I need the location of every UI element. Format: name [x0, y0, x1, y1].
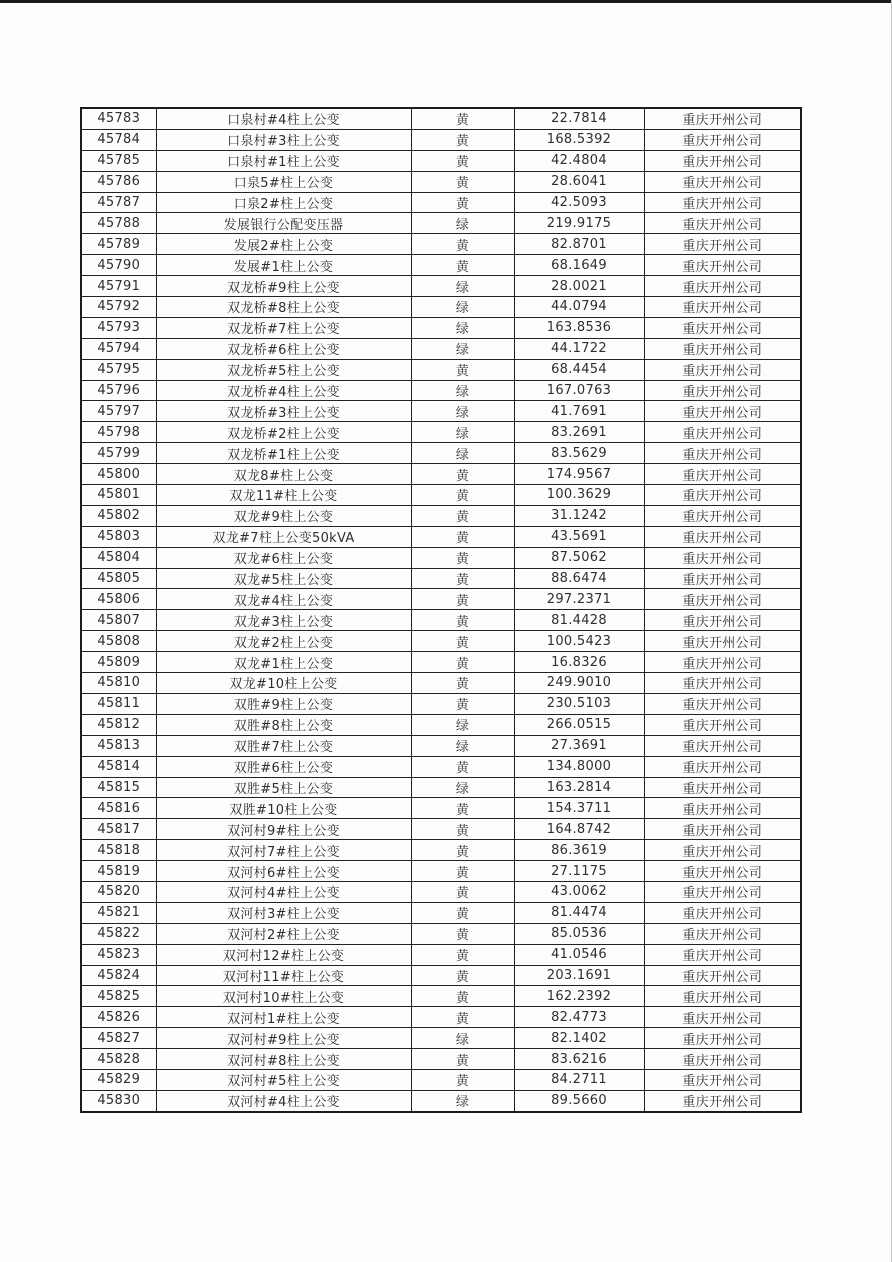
cell-company: 重庆开州公司: [644, 861, 801, 882]
cell-status: 黄: [411, 505, 514, 526]
cell-name: 双龙#4柱上公变: [156, 589, 411, 610]
cell-id: 45830: [81, 1090, 156, 1111]
table-row: [81, 505, 801, 526]
cell-company: 重庆开州公司: [644, 1007, 801, 1028]
cell-name: 双龙#3柱上公变: [156, 610, 411, 631]
table-row: [81, 923, 801, 944]
cell-status: 黄: [411, 693, 514, 714]
table-row: [81, 547, 801, 568]
cell-value: 164.8742: [514, 819, 644, 840]
cell-status: 黄: [411, 1007, 514, 1028]
cell-value: 297.2371: [514, 589, 644, 610]
cell-value: 42.4804: [514, 150, 644, 171]
cell-id: 45789: [81, 234, 156, 255]
cell-status: 黄: [411, 840, 514, 861]
cell-company: 重庆开州公司: [644, 359, 801, 380]
cell-value: 82.8701: [514, 234, 644, 255]
cell-value: 42.5093: [514, 192, 644, 213]
table-row: [81, 693, 801, 714]
table-row: [81, 255, 801, 276]
table-row: [81, 422, 801, 443]
cell-id: 45792: [81, 297, 156, 318]
table-row: [81, 589, 801, 610]
cell-company: 重庆开州公司: [644, 777, 801, 798]
table-row: [81, 464, 801, 485]
cell-value: 84.2711: [514, 1069, 644, 1090]
cell-value: 41.0546: [514, 944, 644, 965]
cell-id: 45805: [81, 568, 156, 589]
cell-name: 双龙#6柱上公变: [156, 547, 411, 568]
cell-id: 45811: [81, 693, 156, 714]
cell-name: 双河村#4柱上公变: [156, 1090, 411, 1111]
cell-name: 双龙#1柱上公变: [156, 652, 411, 673]
cell-value: 163.8536: [514, 317, 644, 338]
cell-id: 45785: [81, 150, 156, 171]
cell-name: 双河村6#柱上公变: [156, 861, 411, 882]
cell-value: 22.7814: [514, 108, 644, 129]
table-row: [81, 129, 801, 150]
cell-status: 黄: [411, 673, 514, 694]
table-row: [81, 234, 801, 255]
table-row: [81, 902, 801, 923]
cell-value: 168.5392: [514, 129, 644, 150]
cell-id: 45786: [81, 171, 156, 192]
cell-name: 双龙#9柱上公变: [156, 505, 411, 526]
cell-company: 重庆开州公司: [644, 213, 801, 234]
cell-status: 绿: [411, 1028, 514, 1049]
table-row: [81, 840, 801, 861]
cell-status: 黄: [411, 1049, 514, 1070]
cell-value: 28.6041: [514, 171, 644, 192]
cell-id: 45824: [81, 965, 156, 986]
cell-value: 83.2691: [514, 422, 644, 443]
cell-company: 重庆开州公司: [644, 338, 801, 359]
cell-id: 45801: [81, 485, 156, 506]
cell-id: 45802: [81, 505, 156, 526]
cell-company: 重庆开州公司: [644, 673, 801, 694]
cell-value: 82.1402: [514, 1028, 644, 1049]
table-row: [81, 798, 801, 819]
table-row: [81, 1028, 801, 1049]
cell-company: 重庆开州公司: [644, 568, 801, 589]
cell-name: 双胜#6柱上公变: [156, 756, 411, 777]
cell-name: 双河村11#柱上公变: [156, 965, 411, 986]
cell-id: 45818: [81, 840, 156, 861]
cell-company: 重庆开州公司: [644, 108, 801, 129]
cell-name: 双龙#2柱上公变: [156, 631, 411, 652]
cell-company: 重庆开州公司: [644, 631, 801, 652]
cell-value: 68.1649: [514, 255, 644, 276]
cell-company: 重庆开州公司: [644, 422, 801, 443]
cell-company: 重庆开州公司: [644, 965, 801, 986]
table-row: [81, 485, 801, 506]
cell-name: 双河村7#柱上公变: [156, 840, 411, 861]
table-row: [81, 965, 801, 986]
cell-company: 重庆开州公司: [644, 798, 801, 819]
cell-id: 45795: [81, 359, 156, 380]
cell-id: 45791: [81, 276, 156, 297]
cell-value: 167.0763: [514, 380, 644, 401]
cell-name: 口泉5#柱上公变: [156, 171, 411, 192]
cell-status: 黄: [411, 902, 514, 923]
cell-company: 重庆开州公司: [644, 380, 801, 401]
cell-id: 45797: [81, 401, 156, 422]
cell-value: 163.2814: [514, 777, 644, 798]
table-row: [81, 861, 801, 882]
cell-id: 45808: [81, 631, 156, 652]
cell-company: 重庆开州公司: [644, 819, 801, 840]
cell-value: 83.5629: [514, 443, 644, 464]
cell-value: 81.4474: [514, 902, 644, 923]
cell-id: 45799: [81, 443, 156, 464]
cell-name: 发展银行公配变压器: [156, 213, 411, 234]
cell-name: 口泉村#4柱上公变: [156, 108, 411, 129]
cell-value: 219.9175: [514, 213, 644, 234]
cell-name: 双胜#5柱上公变: [156, 777, 411, 798]
cell-id: 45815: [81, 777, 156, 798]
table-row: [81, 819, 801, 840]
cell-name: 双河村#9柱上公变: [156, 1028, 411, 1049]
cell-company: 重庆开州公司: [644, 464, 801, 485]
cell-status: 黄: [411, 359, 514, 380]
cell-company: 重庆开州公司: [644, 610, 801, 631]
cell-status: 黄: [411, 547, 514, 568]
cell-value: 83.6216: [514, 1049, 644, 1070]
cell-status: 绿: [411, 276, 514, 297]
table-row: [81, 297, 801, 318]
cell-id: 45817: [81, 819, 156, 840]
cell-value: 85.0536: [514, 923, 644, 944]
cell-status: 绿: [411, 213, 514, 234]
cell-name: 双河村12#柱上公变: [156, 944, 411, 965]
cell-id: 45820: [81, 881, 156, 902]
cell-id: 45814: [81, 756, 156, 777]
cell-id: 45790: [81, 255, 156, 276]
table-row: [81, 401, 801, 422]
cell-company: 重庆开州公司: [644, 1049, 801, 1070]
table-row: [81, 1049, 801, 1070]
cell-id: 45794: [81, 338, 156, 359]
cell-id: 45813: [81, 735, 156, 756]
table-row: [81, 714, 801, 735]
cell-company: 重庆开州公司: [644, 171, 801, 192]
cell-status: 黄: [411, 255, 514, 276]
cell-id: 45798: [81, 422, 156, 443]
cell-value: 28.0021: [514, 276, 644, 297]
cell-id: 45812: [81, 714, 156, 735]
table-row: [81, 777, 801, 798]
cell-status: 黄: [411, 192, 514, 213]
cell-value: 44.0794: [514, 297, 644, 318]
cell-value: 68.4454: [514, 359, 644, 380]
cell-status: 绿: [411, 714, 514, 735]
cell-status: 黄: [411, 965, 514, 986]
cell-status: 黄: [411, 631, 514, 652]
cell-name: 双龙#5柱上公变: [156, 568, 411, 589]
cell-status: 黄: [411, 819, 514, 840]
cell-name: 双龙桥#7柱上公变: [156, 317, 411, 338]
cell-company: 重庆开州公司: [644, 485, 801, 506]
cell-status: 绿: [411, 297, 514, 318]
cell-value: 41.7691: [514, 401, 644, 422]
cell-name: 双龙11#柱上公变: [156, 485, 411, 506]
table-row: [81, 1069, 801, 1090]
cell-name: 双龙桥#8柱上公变: [156, 297, 411, 318]
cell-name: 双河村9#柱上公变: [156, 819, 411, 840]
table-row: [81, 171, 801, 192]
cell-company: 重庆开州公司: [644, 443, 801, 464]
cell-name: 发展2#柱上公变: [156, 234, 411, 255]
transformer-table: [80, 107, 802, 1113]
cell-company: 重庆开州公司: [644, 944, 801, 965]
cell-value: 43.5691: [514, 526, 644, 547]
table-row: [81, 881, 801, 902]
cell-status: 黄: [411, 861, 514, 882]
cell-value: 230.5103: [514, 693, 644, 714]
cell-status: 黄: [411, 798, 514, 819]
cell-status: 黄: [411, 756, 514, 777]
cell-value: 81.4428: [514, 610, 644, 631]
cell-value: 266.0515: [514, 714, 644, 735]
table-row: [81, 986, 801, 1007]
cell-value: 162.2392: [514, 986, 644, 1007]
cell-value: 100.3629: [514, 485, 644, 506]
cell-id: 45800: [81, 464, 156, 485]
cell-status: 黄: [411, 589, 514, 610]
cell-name: 双胜#10柱上公变: [156, 798, 411, 819]
transformer-table-container: [80, 107, 800, 1113]
cell-company: 重庆开州公司: [644, 192, 801, 213]
table-row: [81, 1090, 801, 1111]
cell-id: 45821: [81, 902, 156, 923]
cell-name: 口泉村#3柱上公变: [156, 129, 411, 150]
table-row: [81, 317, 801, 338]
cell-company: 重庆开州公司: [644, 401, 801, 422]
cell-status: 绿: [411, 777, 514, 798]
cell-status: 绿: [411, 338, 514, 359]
cell-name: 双龙#7柱上公变50kVA: [156, 526, 411, 547]
cell-status: 黄: [411, 923, 514, 944]
cell-name: 双河村4#柱上公变: [156, 881, 411, 902]
cell-name: 口泉2#柱上公变: [156, 192, 411, 213]
table-row: [81, 735, 801, 756]
cell-name: 双龙桥#2柱上公变: [156, 422, 411, 443]
cell-status: 黄: [411, 986, 514, 1007]
cell-company: 重庆开州公司: [644, 714, 801, 735]
cell-value: 27.1175: [514, 861, 644, 882]
cell-value: 88.6474: [514, 568, 644, 589]
cell-id: 45803: [81, 526, 156, 547]
table-row: [81, 276, 801, 297]
cell-status: 绿: [411, 1090, 514, 1111]
cell-status: 绿: [411, 443, 514, 464]
cell-value: 100.5423: [514, 631, 644, 652]
cell-id: 45804: [81, 547, 156, 568]
cell-company: 重庆开州公司: [644, 150, 801, 171]
cell-status: 绿: [411, 422, 514, 443]
cell-company: 重庆开州公司: [644, 297, 801, 318]
cell-status: 黄: [411, 1069, 514, 1090]
cell-value: 89.5660: [514, 1090, 644, 1111]
table-row: [81, 631, 801, 652]
cell-id: 45806: [81, 589, 156, 610]
cell-value: 16.8326: [514, 652, 644, 673]
cell-company: 重庆开州公司: [644, 881, 801, 902]
page-top-edge-line: [0, 0, 892, 3]
cell-id: 45787: [81, 192, 156, 213]
cell-name: 双龙桥#1柱上公变: [156, 443, 411, 464]
cell-id: 45825: [81, 986, 156, 1007]
cell-id: 45783: [81, 108, 156, 129]
cell-status: 黄: [411, 464, 514, 485]
cell-value: 249.9010: [514, 673, 644, 694]
cell-id: 45796: [81, 380, 156, 401]
cell-name: 双河村#5柱上公变: [156, 1069, 411, 1090]
cell-status: 黄: [411, 485, 514, 506]
cell-id: 45819: [81, 861, 156, 882]
cell-company: 重庆开州公司: [644, 986, 801, 1007]
cell-status: 黄: [411, 652, 514, 673]
cell-status: 黄: [411, 129, 514, 150]
cell-id: 45829: [81, 1069, 156, 1090]
cell-company: 重庆开州公司: [644, 735, 801, 756]
cell-company: 重庆开州公司: [644, 923, 801, 944]
cell-name: 双龙桥#5柱上公变: [156, 359, 411, 380]
table-row: [81, 756, 801, 777]
table-row: [81, 338, 801, 359]
cell-id: 45828: [81, 1049, 156, 1070]
cell-id: 45809: [81, 652, 156, 673]
cell-name: 双河村10#柱上公变: [156, 986, 411, 1007]
cell-company: 重庆开州公司: [644, 505, 801, 526]
cell-id: 45827: [81, 1028, 156, 1049]
cell-status: 黄: [411, 881, 514, 902]
cell-company: 重庆开州公司: [644, 1028, 801, 1049]
cell-value: 44.1722: [514, 338, 644, 359]
cell-status: 绿: [411, 317, 514, 338]
cell-company: 重庆开州公司: [644, 693, 801, 714]
cell-status: 绿: [411, 380, 514, 401]
cell-id: 45810: [81, 673, 156, 694]
table-row: [81, 610, 801, 631]
cell-name: 双龙#10柱上公变: [156, 673, 411, 694]
cell-id: 45826: [81, 1007, 156, 1028]
cell-value: 134.8000: [514, 756, 644, 777]
cell-value: 87.5062: [514, 547, 644, 568]
cell-id: 45788: [81, 213, 156, 234]
cell-company: 重庆开州公司: [644, 547, 801, 568]
cell-company: 重庆开州公司: [644, 840, 801, 861]
cell-status: 绿: [411, 735, 514, 756]
cell-name: 双胜#7柱上公变: [156, 735, 411, 756]
cell-name: 发展#1柱上公变: [156, 255, 411, 276]
table-row: [81, 359, 801, 380]
table-row: [81, 1007, 801, 1028]
cell-company: 重庆开州公司: [644, 234, 801, 255]
cell-id: 45822: [81, 923, 156, 944]
cell-value: 174.9567: [514, 464, 644, 485]
cell-name: 双龙桥#3柱上公变: [156, 401, 411, 422]
cell-name: 双河村3#柱上公变: [156, 902, 411, 923]
cell-company: 重庆开州公司: [644, 756, 801, 777]
cell-id: 45816: [81, 798, 156, 819]
cell-company: 重庆开州公司: [644, 129, 801, 150]
cell-name: 双河村2#柱上公变: [156, 923, 411, 944]
cell-name: 双龙桥#4柱上公变: [156, 380, 411, 401]
table-row: [81, 150, 801, 171]
table-row: [81, 673, 801, 694]
cell-name: 双胜#9柱上公变: [156, 693, 411, 714]
cell-value: 31.1242: [514, 505, 644, 526]
cell-value: 82.4773: [514, 1007, 644, 1028]
cell-value: 154.3711: [514, 798, 644, 819]
cell-id: 45823: [81, 944, 156, 965]
cell-name: 双河村#8柱上公变: [156, 1049, 411, 1070]
cell-value: 203.1691: [514, 965, 644, 986]
cell-company: 重庆开州公司: [644, 526, 801, 547]
cell-status: 黄: [411, 234, 514, 255]
cell-status: 黄: [411, 171, 514, 192]
table-row: [81, 568, 801, 589]
cell-status: 黄: [411, 568, 514, 589]
cell-id: 45784: [81, 129, 156, 150]
cell-status: 黄: [411, 944, 514, 965]
cell-company: 重庆开州公司: [644, 276, 801, 297]
cell-id: 45793: [81, 317, 156, 338]
cell-name: 双龙桥#9柱上公变: [156, 276, 411, 297]
cell-company: 重庆开州公司: [644, 1090, 801, 1111]
table-row: [81, 526, 801, 547]
cell-name: 双龙桥#6柱上公变: [156, 338, 411, 359]
cell-status: 黄: [411, 610, 514, 631]
cell-status: 黄: [411, 150, 514, 171]
cell-status: 黄: [411, 108, 514, 129]
cell-company: 重庆开州公司: [644, 317, 801, 338]
table-body: [81, 108, 801, 1112]
cell-company: 重庆开州公司: [644, 255, 801, 276]
cell-value: 27.3691: [514, 735, 644, 756]
table-row: [81, 192, 801, 213]
cell-company: 重庆开州公司: [644, 589, 801, 610]
cell-name: 口泉村#1柱上公变: [156, 150, 411, 171]
table-row: [81, 213, 801, 234]
cell-name: 双胜#8柱上公变: [156, 714, 411, 735]
cell-name: 双龙8#柱上公变: [156, 464, 411, 485]
table-row: [81, 944, 801, 965]
table-row: [81, 380, 801, 401]
cell-status: 绿: [411, 401, 514, 422]
cell-name: 双河村1#柱上公变: [156, 1007, 411, 1028]
table-row: [81, 108, 801, 129]
table-row: [81, 652, 801, 673]
cell-company: 重庆开州公司: [644, 902, 801, 923]
cell-company: 重庆开州公司: [644, 652, 801, 673]
cell-status: 黄: [411, 526, 514, 547]
cell-value: 43.0062: [514, 881, 644, 902]
cell-value: 86.3619: [514, 840, 644, 861]
cell-id: 45807: [81, 610, 156, 631]
table-row: [81, 443, 801, 464]
cell-company: 重庆开州公司: [644, 1069, 801, 1090]
